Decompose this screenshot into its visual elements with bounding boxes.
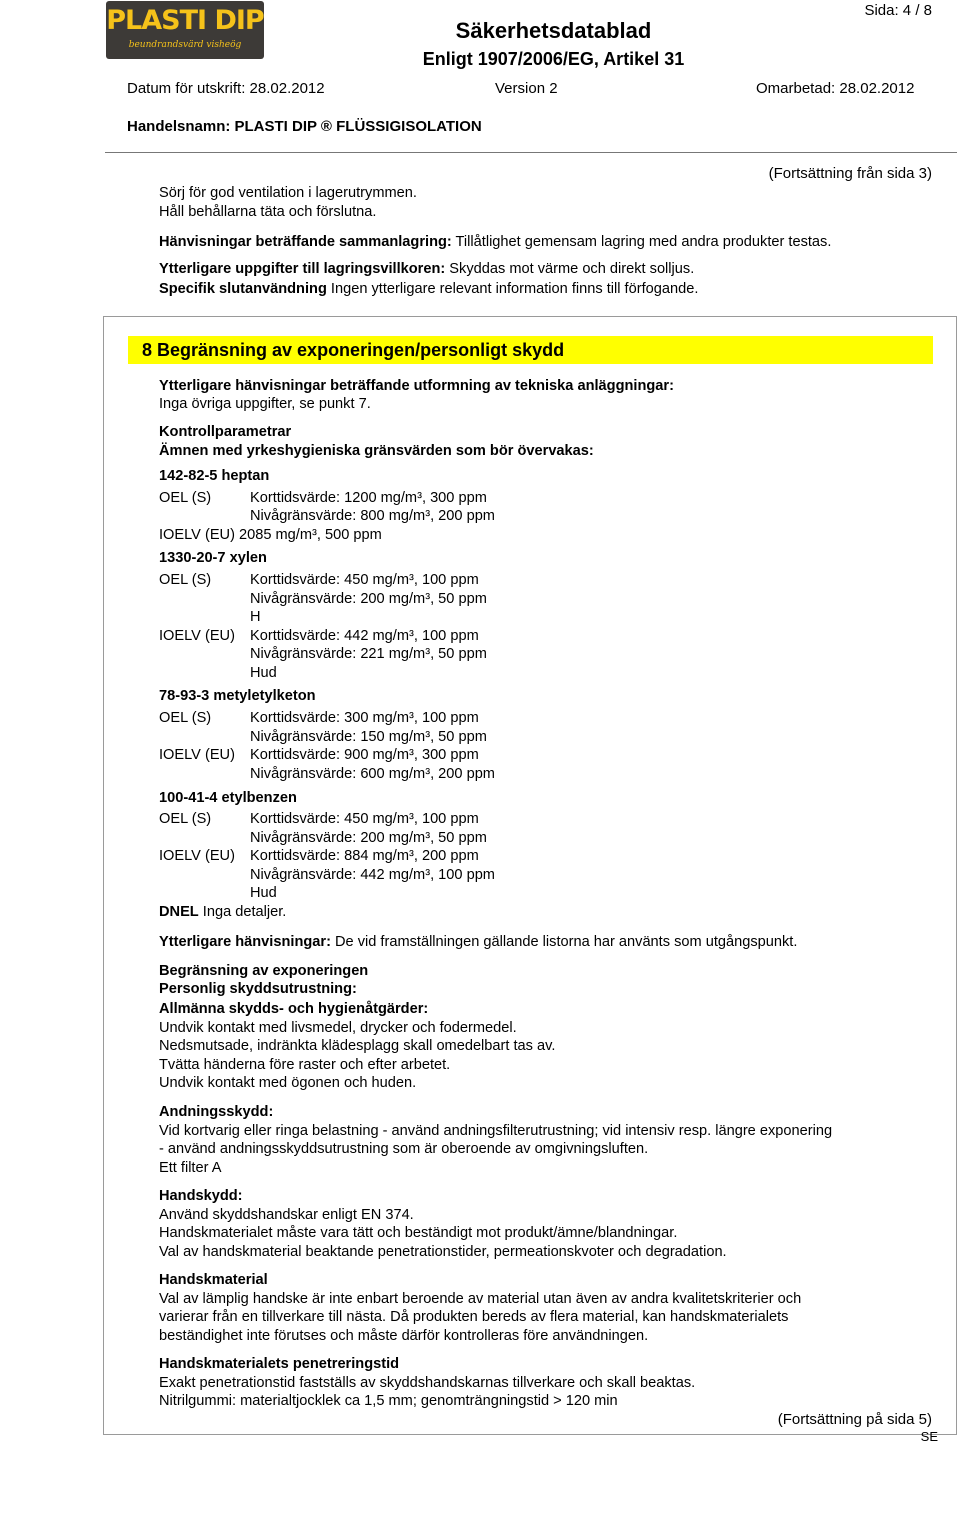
text-line: Ytterligare hänvisningar beträffande utformning av tekniska anläggningar: bbox=[159, 378, 674, 394]
substance-name: 100-41-4 etylbenzen bbox=[159, 790, 297, 806]
section-8-header bbox=[128, 336, 933, 364]
substance-name: 1330-20-7 xylen bbox=[159, 550, 267, 566]
text-line: Undvik kontakt med livsmedel, drycker och fodermedel. bbox=[159, 1020, 517, 1036]
text-line: beständighet inte förutses och måste därför kontrolleras före användningen. bbox=[159, 1328, 649, 1344]
text-line: Handskmaterial bbox=[159, 1272, 268, 1288]
text-line: Ytterligare hänvisningar: De vid framställningen gällande listorna har använts som utgångspunkt. bbox=[159, 934, 798, 950]
text-line: Använd skyddshandskar enligt EN 374. bbox=[159, 1207, 414, 1223]
text-line: Kontrollparametrar bbox=[159, 424, 292, 440]
text-line: Allmänna skydds- och hygienåtgärder: bbox=[159, 1001, 429, 1017]
limit-row: OEL (S) Korttidsvärde: 1200 mg/m³, 300 ppm bbox=[159, 490, 487, 506]
text-line: Ytterligare uppgifter till lagringsvillkoren: Skyddas mot värme och direkt solljus. bbox=[159, 261, 695, 277]
continued-to: (Fortsättning på sida 5) bbox=[777, 1411, 932, 1428]
text-line: Håll behållarna täta och förslutna. bbox=[159, 204, 377, 220]
text-line: varierar från en tillverkare till nästa. Då produkten bereds av flera material, kan handskmaterialets bbox=[159, 1309, 789, 1325]
text-line: Sörj för god ventilation i lagerutrymmen. bbox=[159, 185, 417, 201]
document-subtitle: Enligt 1907/2006/EG, Artikel 31 bbox=[422, 49, 685, 69]
logo-wordmark: PLASTI DIP bbox=[106, 5, 264, 36]
version: Version 2 bbox=[495, 80, 558, 97]
text-line: Exakt penetrationstid fastställs av skyddshandskarnas tillverkare och skall beaktas. bbox=[159, 1375, 696, 1391]
text-line: Ämnen med yrkeshygieniska gränsvärden som bör övervakas: bbox=[159, 443, 594, 459]
continued-from: (Fortsättning från sida 3) bbox=[768, 165, 932, 182]
text-line: Specifik slutanvändning Ingen ytterligare relevant information finns till förfogande. bbox=[159, 281, 699, 297]
text-line: Inga övriga uppgifter, se punkt 7. bbox=[159, 396, 371, 412]
text-line: Hänvisningar beträffande sammanlagring: Tillåtlighet gemensam lagring med andra produkter testas. bbox=[159, 234, 832, 250]
page-number: Sida: 4 / 8 bbox=[864, 2, 932, 19]
header-divider bbox=[105, 152, 957, 153]
text-line: Handskmaterialets penetreringstid bbox=[159, 1356, 400, 1372]
section-8-title: 8 Begränsning av exponeringen/personligt skydd bbox=[142, 340, 565, 360]
limit-row: OEL (S) Korttidsvärde: 450 mg/m³, 100 ppm bbox=[159, 811, 479, 827]
limit-row: IOELV (EU) Korttidsvärde: 442 mg/m³, 100 ppm bbox=[159, 628, 479, 644]
limit-row: OEL (S) Korttidsvärde: 450 mg/m³, 100 ppm bbox=[159, 572, 479, 588]
limit-row: IOELV (EU) Korttidsvärde: 884 mg/m³, 200 ppm bbox=[159, 848, 479, 864]
revised-date: Omarbetad: 28.02.2012 bbox=[756, 80, 915, 97]
text-line: Val av handskmaterial beaktande penetrationstider, permeationskvoter och degradation. bbox=[159, 1244, 727, 1260]
text-line: - använd andningsskyddsutrustning som är oberoende av omgivningsluften. bbox=[159, 1141, 649, 1157]
text-line: Vid kortvarig eller ringa belastning - använd andningsfilterutrustning; vid intensiv resp. längre exponering bbox=[159, 1123, 833, 1139]
text-line: Begränsning av exponeringen bbox=[159, 963, 369, 979]
text-line: Nitrilgummi: materialtjocklek ca 1,5 mm; genomträngningstid > 120 min bbox=[159, 1393, 618, 1409]
substance-name: 78-93-3 metyletylketon bbox=[159, 688, 316, 704]
text-line: Personlig skyddsutrustning: bbox=[159, 981, 357, 997]
document-title: Säkerhetsdatablad bbox=[455, 18, 652, 43]
text-line: Tvätta händerna före raster och efter arbetet. bbox=[159, 1057, 451, 1073]
limit-row: OEL (S) Korttidsvärde: 300 mg/m³, 100 ppm bbox=[159, 710, 479, 726]
limit-row: IOELV (EU) Korttidsvärde: 900 mg/m³, 300 ppm bbox=[159, 747, 479, 763]
logo-tagline: beundrandsvärd visheög bbox=[128, 40, 242, 50]
text-line: Andningsskydd: bbox=[159, 1104, 274, 1120]
text-line: Handskmaterialet måste vara tätt och beständigt mot produkt/ämne/blandningar. bbox=[159, 1225, 678, 1241]
limit-row: IOELV (EU) 2085 mg/m³, 500 ppm bbox=[159, 527, 382, 543]
country-code: SE bbox=[920, 1429, 938, 1444]
text-line: Val av lämplig handske är inte enbart beroende av material utan även av andra kvalitetskriterier och bbox=[159, 1291, 802, 1307]
text-line: Handskydd: bbox=[159, 1188, 243, 1204]
text-line: Ett filter A bbox=[159, 1160, 222, 1176]
trade-name: Handelsnamn: PLASTI DIP ® FLÜSSIGISOLATION bbox=[127, 118, 482, 135]
substance-name: 142-82-5 heptan bbox=[159, 468, 270, 484]
print-date: Datum för utskrift: 28.02.2012 bbox=[127, 80, 325, 97]
text-line: Undvik kontakt med ögonen och huden. bbox=[159, 1075, 417, 1091]
text-line: DNEL Inga detaljer. bbox=[159, 904, 287, 920]
text-line: Nedsmutsade, indränkta klädesplagg skall omedelbart tas av. bbox=[159, 1038, 556, 1054]
